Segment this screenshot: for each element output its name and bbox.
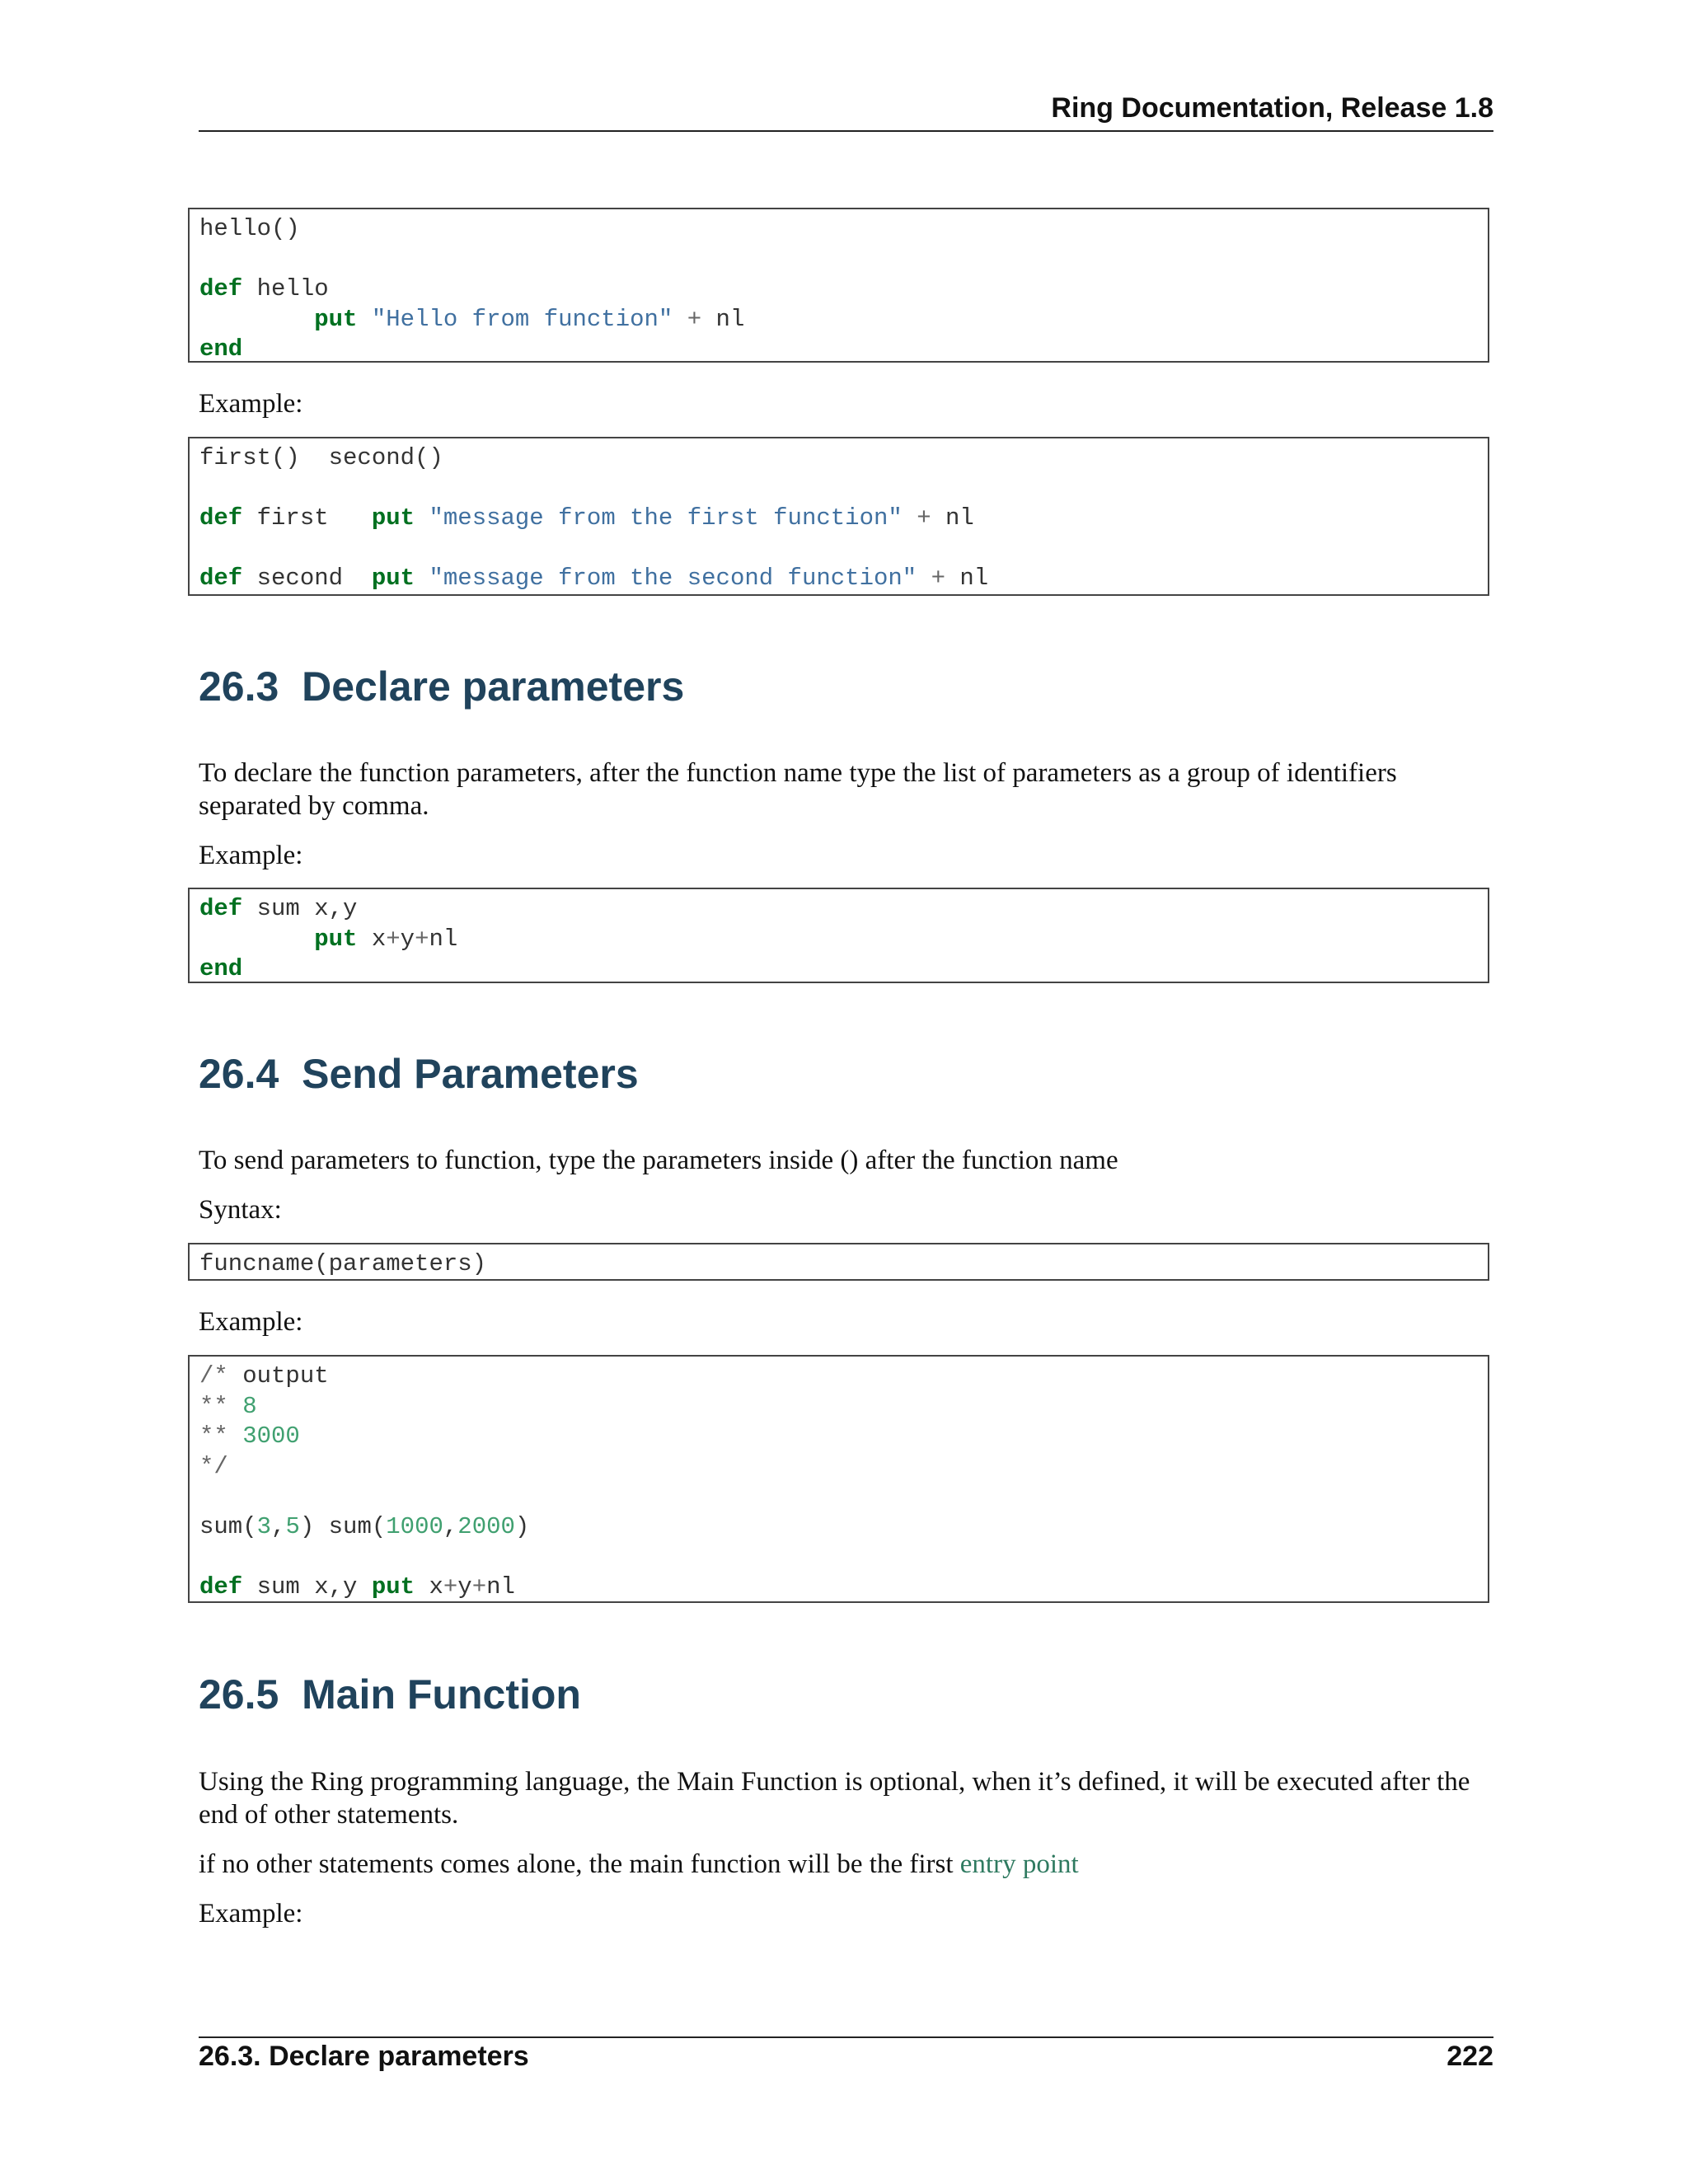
code-line	[199, 214, 1479, 245]
code-text: first	[242, 504, 372, 532]
code-text: funcname(parameters)	[199, 1250, 487, 1277]
code-text: y	[457, 1573, 472, 1601]
code-text: ) sum(	[299, 1512, 387, 1540]
code-keyword: end	[199, 955, 243, 983]
code-text: x	[357, 925, 387, 953]
code-text	[415, 565, 429, 592]
code-operator: +	[443, 1573, 458, 1601]
code-line	[199, 305, 1479, 335]
code-block-hello	[188, 208, 1489, 363]
code-string: "message from the second function"	[429, 565, 917, 593]
code-text: sum(	[199, 1512, 257, 1540]
code-text: sum x,y	[242, 895, 358, 922]
code-line	[199, 1512, 1479, 1543]
code-text: x	[415, 1573, 443, 1601]
code-line	[199, 245, 1479, 275]
section-26-4-paragraph: To send parameters to function, type the parameters inside () after the function name	[199, 1146, 1118, 1175]
code-text: nl	[486, 1573, 515, 1601]
code-line	[199, 1249, 1479, 1280]
code-operator: +	[386, 925, 401, 953]
code-operator: /*	[199, 1362, 228, 1390]
section-26-3-paragraph: To declare the function parameters, after the function name type the list of parameters as a group of identifiers separated by comma.	[199, 758, 1397, 821]
code-text	[199, 306, 314, 333]
code-keyword: put	[314, 925, 358, 953]
code-string: "message from the first function"	[429, 504, 903, 532]
code-operator: +	[917, 504, 931, 532]
code-number: 3000	[242, 1422, 300, 1451]
code-line	[199, 564, 1479, 594]
code-operator: +	[415, 925, 429, 953]
code-keyword: put	[371, 1573, 415, 1601]
section-26-5-paragraph-2	[199, 1848, 1493, 1881]
code-line	[199, 1361, 1479, 1392]
example-label: Example:	[199, 389, 303, 419]
section-26-5-paragraph: Using the Ring programming language, the Main Function is optional, when it’s defined, it will be executed after the end of other statements.	[199, 1767, 1470, 1830]
code-keyword: def	[199, 504, 243, 532]
code-line	[199, 925, 1479, 955]
code-text	[903, 504, 917, 532]
code-block-first-second	[188, 437, 1489, 596]
code-keyword: def	[199, 895, 243, 922]
code-line	[199, 274, 1479, 305]
code-number: 5	[285, 1512, 300, 1540]
code-text	[357, 306, 371, 333]
code-number: 3	[256, 1512, 272, 1540]
code-number: 1000	[386, 1512, 443, 1540]
code-text: ,	[443, 1512, 458, 1540]
running-header: Ring Documentation, Release 1.8	[1051, 92, 1493, 124]
code-text	[199, 926, 314, 953]
entry-point-link[interactable]: entry point	[959, 1849, 1079, 1879]
code-line	[199, 1543, 1479, 1573]
section-heading-26-5: 26.5 Main Function	[199, 1671, 581, 1718]
code-line	[199, 474, 1479, 504]
syntax-label: Syntax:	[199, 1195, 282, 1225]
code-operator: **	[199, 1422, 228, 1451]
code-line	[199, 1572, 1479, 1603]
code-text: sum x,y	[242, 1573, 372, 1601]
code-keyword: put	[371, 504, 415, 532]
footer-page-number: 222	[1447, 2041, 1493, 2072]
code-text: nl	[945, 565, 989, 593]
code-text	[228, 1393, 242, 1420]
header-rule	[199, 130, 1493, 132]
code-text: second	[242, 565, 372, 593]
code-line	[199, 894, 1479, 925]
code-text: )	[514, 1512, 530, 1540]
code-text	[228, 1422, 242, 1450]
code-operator: **	[199, 1392, 228, 1420]
code-text: hello	[242, 275, 329, 303]
code-text	[673, 306, 687, 333]
code-keyword: def	[199, 275, 243, 303]
code-line	[199, 1452, 1479, 1483]
code-keyword: def	[199, 1573, 243, 1601]
code-string: "Hello from function"	[371, 305, 673, 333]
footer-section-title: 26.3. Declare parameters	[199, 2041, 529, 2072]
example-label: Example:	[199, 1307, 303, 1337]
section-heading-26-4: 26.4 Send Parameters	[199, 1051, 639, 1097]
code-text: nl	[701, 305, 745, 333]
code-operator: +	[931, 565, 945, 593]
code-line	[199, 1482, 1479, 1512]
code-text: ,	[271, 1512, 286, 1540]
code-keyword: put	[314, 305, 358, 333]
code-line	[199, 954, 1479, 983]
code-text	[917, 565, 931, 592]
code-keyword: end	[199, 335, 243, 363]
code-text	[415, 504, 429, 532]
code-block-send-params	[188, 1355, 1489, 1603]
code-block-syntax	[188, 1243, 1489, 1281]
section-heading-26-3: 26.3 Declare parameters	[199, 663, 685, 710]
code-line	[199, 443, 1479, 474]
code-line	[199, 504, 1479, 534]
code-keyword: def	[199, 565, 243, 593]
code-text: y	[400, 925, 415, 953]
code-text: nl	[429, 925, 458, 953]
code-line	[199, 335, 1479, 363]
example-label: Example:	[199, 841, 303, 870]
code-line	[199, 534, 1479, 565]
footer-rule	[199, 2036, 1493, 2038]
code-text: output	[227, 1362, 329, 1390]
paragraph-text: if no other statements comes alone, the main function will be the first	[199, 1849, 960, 1879]
code-keyword: put	[371, 565, 415, 593]
code-text: hello()	[199, 215, 300, 242]
code-text: nl	[931, 504, 974, 532]
code-operator: */	[199, 1452, 228, 1480]
code-text: first() second()	[199, 444, 443, 471]
code-operator: +	[471, 1573, 487, 1601]
code-line	[199, 1392, 1479, 1422]
code-number: 2000	[457, 1512, 515, 1540]
code-operator: +	[687, 305, 702, 333]
example-label: Example:	[199, 1899, 303, 1929]
code-line	[199, 1422, 1479, 1452]
code-number: 8	[242, 1392, 257, 1420]
code-block-declare-params	[188, 888, 1489, 983]
